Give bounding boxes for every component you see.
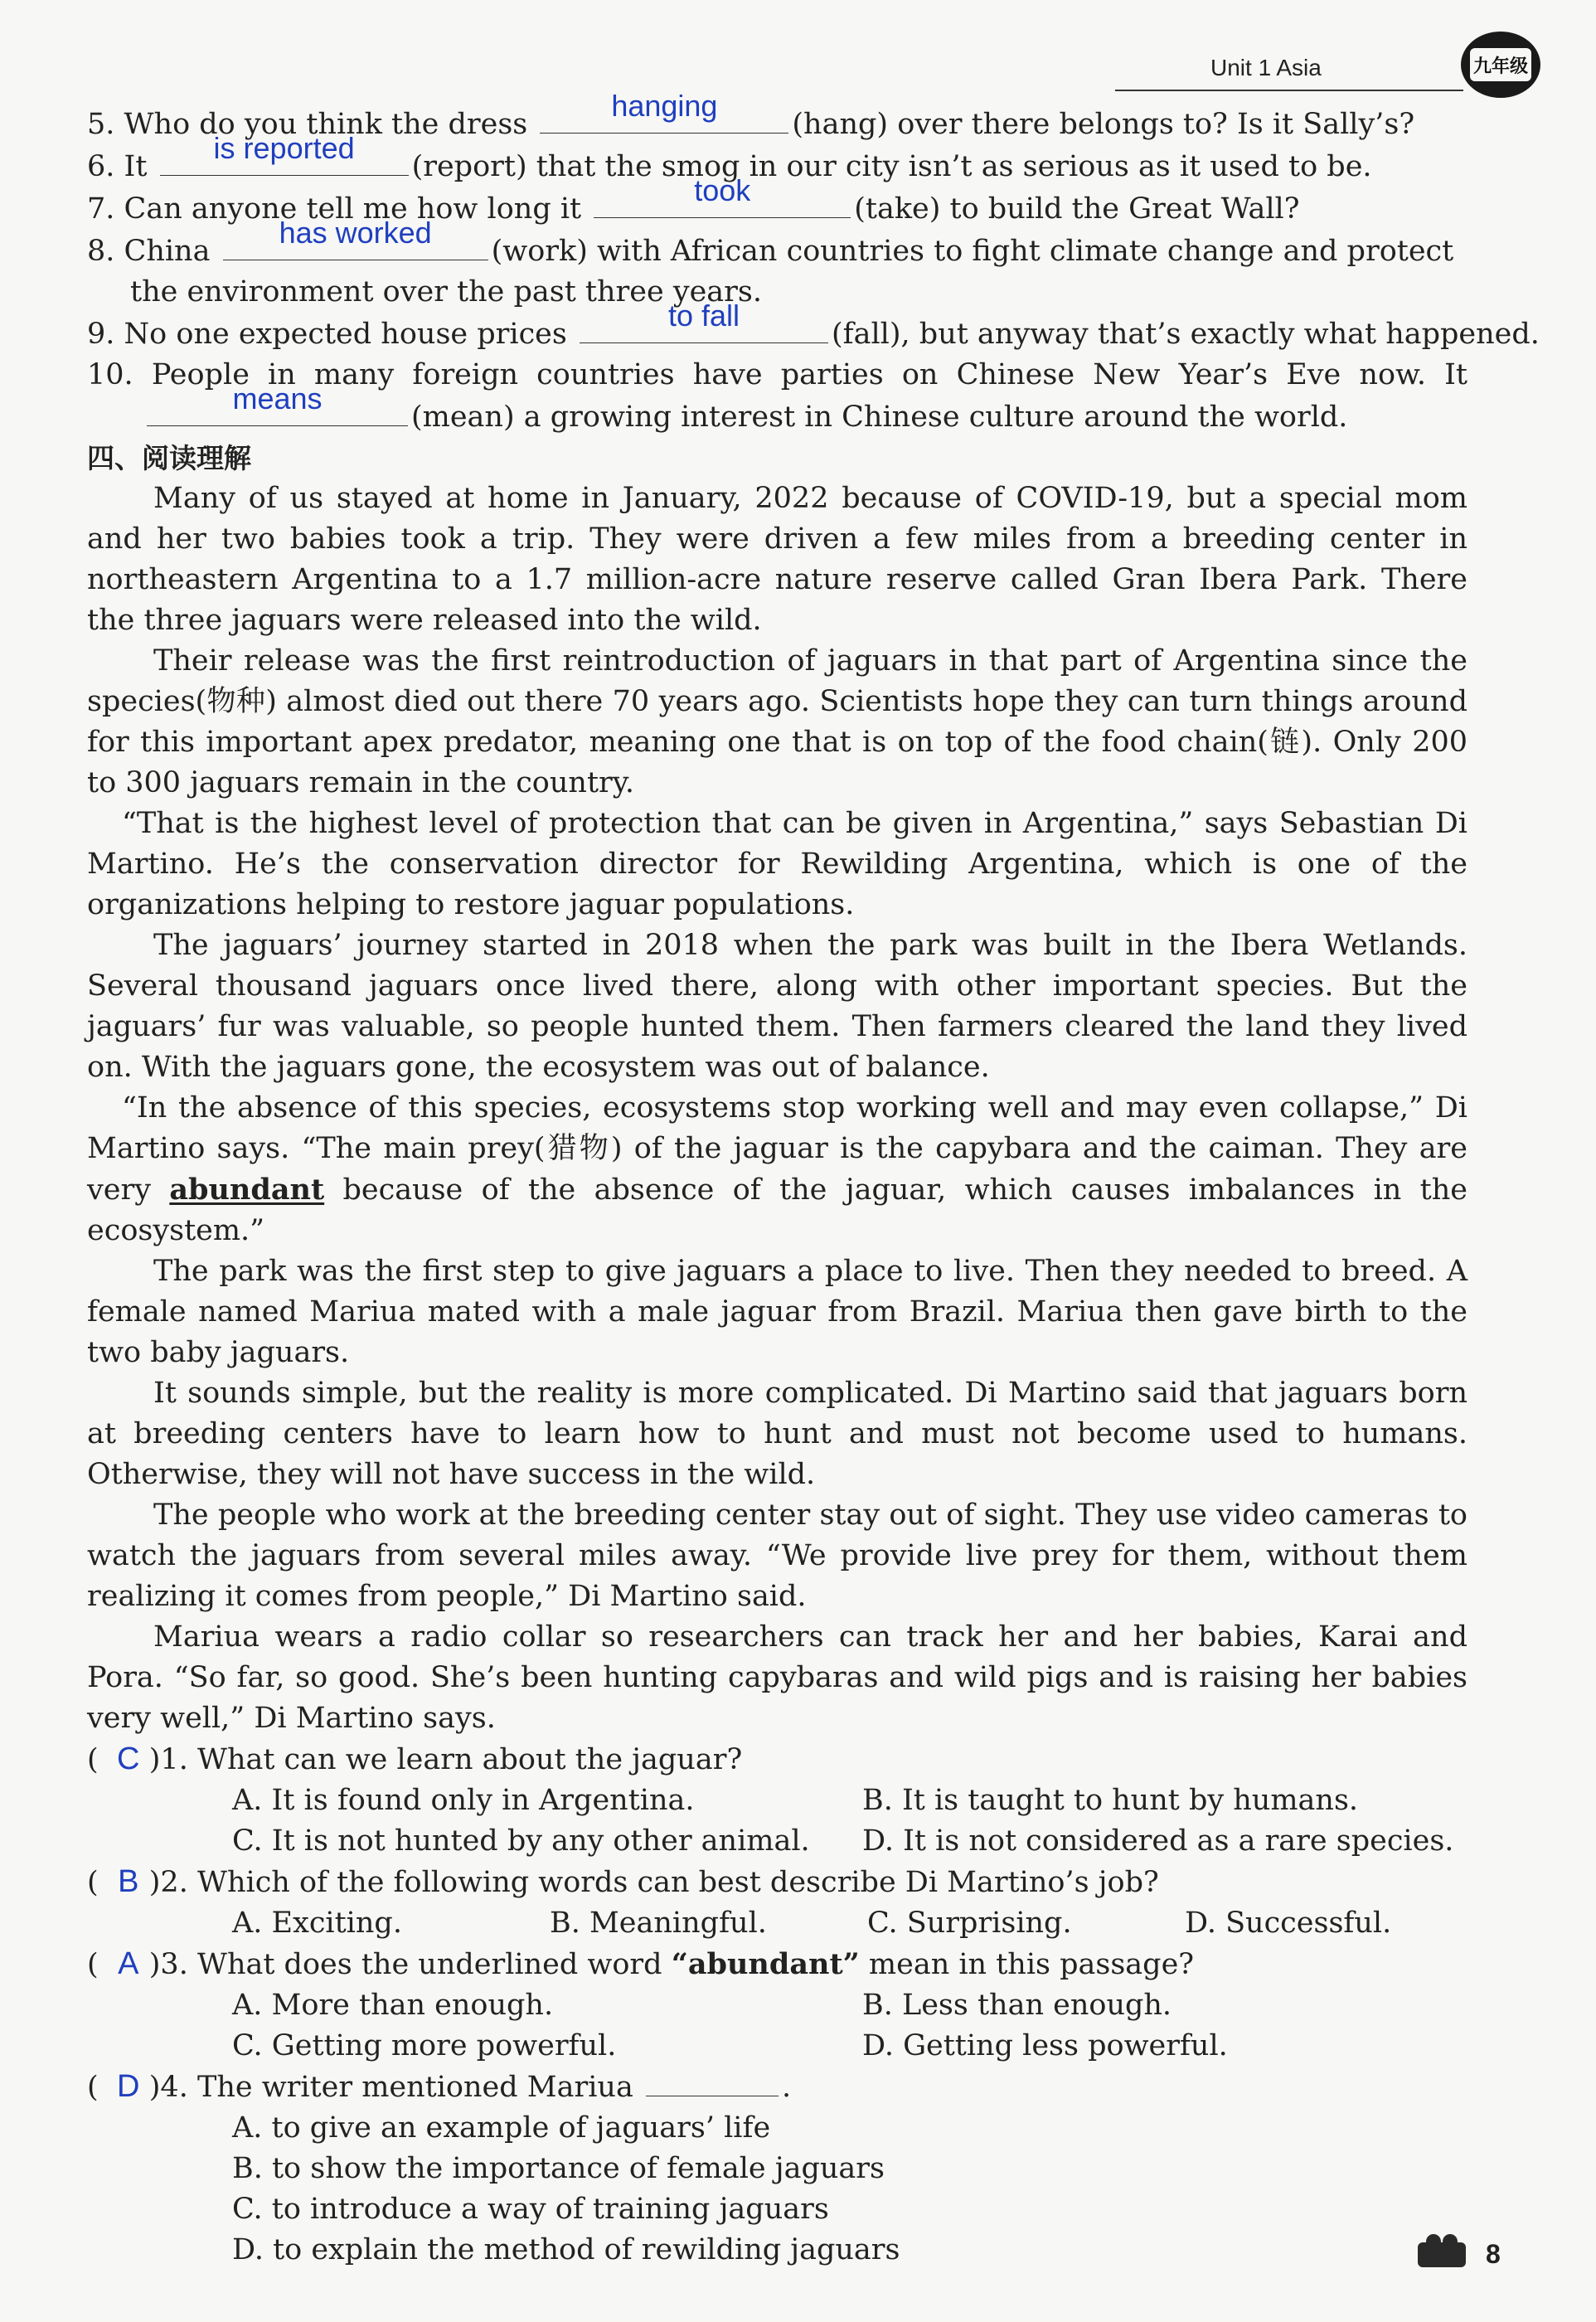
item-number: 9. xyxy=(87,318,115,351)
passage-text: “In the absence of this species, ecosystems stop working well and may even collapse,” Di Martino says. “The main prey(猎物) of the jaguar is the capybara and the caiman. They are very xyxy=(87,1091,1467,1207)
unit-title: Unit 1 Asia xyxy=(1210,55,1322,80)
passage-paragraph: Many of us stayed at home in January, 2022 because of COVID-19, but a special mom and her two babies took a trip. They were driven a few miles from a breeding center in northeastern Argentina to a 1.7 million-acre nature reserve called Gran Ibera Park. There the three jaguars were released into the wild. xyxy=(87,482,1467,637)
item-text: No one expected house prices xyxy=(124,318,567,351)
option-a[interactable]: A. It is found only in Argentina. xyxy=(232,1784,695,1817)
option-a[interactable]: A. Exciting. xyxy=(232,1907,402,1940)
question-keyword: “abundant” xyxy=(671,1947,860,1981)
reading-passage xyxy=(87,478,1467,1739)
item-text: (report) that the smog in our city isn’t as serious as it used to be. xyxy=(411,150,1372,183)
item-text: Who do you think the dress xyxy=(124,108,528,141)
item-number: 5. xyxy=(87,108,115,141)
option-b[interactable]: B. Less than enough. xyxy=(862,1989,1172,2022)
handwritten-answer: has worked xyxy=(279,216,432,250)
passage-paragraph: It sounds simple, but the reality is more complicated. Di Martino said that jaguars born at breeding centers have to learn how to hunt and must not become used to humans. Otherwise, they will not have success in the wild. xyxy=(87,1377,1467,1491)
question-text: What does the underlined word xyxy=(196,1948,662,1981)
question-text: The writer mentioned Mariua xyxy=(196,2071,633,2104)
fill-item-9 xyxy=(87,299,1540,355)
paren-open: ( xyxy=(87,2071,108,2104)
item-text: Can anyone tell me how long it xyxy=(124,192,582,226)
option-c[interactable]: C. to introduce a way of training jaguars xyxy=(232,2193,829,2226)
option-a[interactable]: A. More than enough. xyxy=(232,1989,554,2022)
answer-blank[interactable] xyxy=(223,216,488,260)
option-b[interactable]: B. It is taught to hunt by humans. xyxy=(862,1784,1359,1817)
options-row xyxy=(87,1903,1467,1944)
period: . xyxy=(781,2071,792,2104)
underlined-word: abundant xyxy=(169,1173,325,1207)
options-row xyxy=(87,1780,1467,1821)
question-text: mean in this passage? xyxy=(868,1948,1195,1981)
option-d[interactable]: D. It is not considered as a rare species. xyxy=(862,1824,1454,1858)
handwritten-answer: hanging xyxy=(611,89,718,123)
answer-choice[interactable]: B xyxy=(118,1864,139,1899)
grade-badge-label: 九年级 xyxy=(1470,48,1531,81)
passage-paragraph: Their release was the first reintroduction of jaguars in that part of Argentina since the species(物种) almost died out there 70 years ago. Scientists hope they can turn things around for this important apex predator, meaning one that is on top of the food chain(链). Only 200 to 300 jaguars remain in the country. xyxy=(87,644,1467,799)
question-1 xyxy=(87,1739,1467,1780)
item-text: (mean) a growing interest in Chinese culture around the world. xyxy=(411,401,1348,434)
answer-blank[interactable] xyxy=(594,173,851,218)
option-d[interactable]: D. Successful. xyxy=(1185,1907,1392,1940)
passage-paragraph: The people who work at the breeding center stay out of sight. They use video cameras to watch the jaguars from several miles away. “We provide live prey for them, without them realizing it comes from people,” Di Martino said. xyxy=(87,1499,1467,1613)
grade-badge-icon xyxy=(1461,32,1540,98)
question-3 xyxy=(87,1944,1467,1985)
item-number: 6. xyxy=(87,150,115,183)
answer-choice[interactable]: D xyxy=(117,2069,140,2104)
option-a[interactable]: A. to give an example of jaguars’ life xyxy=(232,2111,771,2145)
options-row xyxy=(87,2026,1467,2067)
item-text: (take) to build the Great Wall? xyxy=(854,192,1300,226)
handwritten-answer: took xyxy=(694,173,751,207)
answer-blank[interactable] xyxy=(580,299,828,343)
question-number: )2. xyxy=(148,1866,188,1899)
paren-open: ( xyxy=(87,1866,108,1899)
passage-paragraph: The jaguars’ journey started in 2018 when the park was built in the Ibera Wetlands. Several thousand jaguars once lived there, along with other important species. But the jaguars’ fur was valuable, so people hunted them. Then farmers cleared the land they lived on. With the jaguars gone, the ecosystem was out of balance. xyxy=(87,929,1467,1084)
item-text: It xyxy=(124,150,148,183)
paren-open: ( xyxy=(87,1948,108,1981)
item-text: People in many foreign countries have parties on Chinese New Year’s Eve now. It xyxy=(151,358,1467,391)
question-blank[interactable] xyxy=(646,2067,779,2096)
passage-text: because of the absence of the jaguar, which causes imbalances in the ecosystem.” xyxy=(87,1173,1467,1247)
item-number: 8. xyxy=(87,235,115,268)
camera-icon xyxy=(1418,2242,1466,2267)
page-footer xyxy=(1418,2239,1517,2272)
fill-item-10-cont xyxy=(87,381,1467,438)
answer-blank[interactable] xyxy=(147,381,408,426)
answer-blank[interactable] xyxy=(540,89,788,134)
question-text: What can we learn about the jaguar? xyxy=(196,1743,743,1776)
option-c[interactable]: C. It is not hunted by any other animal. xyxy=(232,1824,810,1858)
item-number: 10. xyxy=(87,358,133,391)
handwritten-answer: to fall xyxy=(667,299,740,333)
item-number: 7. xyxy=(87,192,115,226)
question-4 xyxy=(87,2067,1467,2108)
handwritten-answer: is reported xyxy=(213,131,355,165)
question-2 xyxy=(87,1862,1467,1903)
item-text: (work) with African countries to fight climate change and protect xyxy=(491,235,1454,268)
question-number: )1. xyxy=(148,1743,188,1776)
paren-open: ( xyxy=(87,1743,108,1776)
handwritten-answer: means xyxy=(232,381,323,415)
answer-choice[interactable]: C xyxy=(117,1742,140,1776)
passage-paragraph: “That is the highest level of protection that can be given in Argentina,” says Sebastian Di Martino. He’s the conservation director for Rewilding Argentina, which is one of the organizations helping to restore jaguar populations. xyxy=(87,807,1467,921)
option-c[interactable]: C. Getting more powerful. xyxy=(232,2029,617,2062)
page-number: 8 xyxy=(1486,2239,1501,2269)
options-row xyxy=(87,1821,1467,1862)
passage-paragraph: The park was the first step to give jaguars a place to live. Then they needed to breed. A female named Mariua mated with a male jaguar from Brazil. Mariua then gave birth to the two baby jaguars. xyxy=(87,1255,1467,1369)
answer-blank[interactable] xyxy=(160,131,409,176)
option-c[interactable]: C. Surprising. xyxy=(867,1907,1072,1940)
page-content xyxy=(87,89,1540,2271)
item-text: China xyxy=(124,235,211,268)
question-number: )3. xyxy=(148,1948,188,1981)
option-b[interactable]: B. Meaningful. xyxy=(550,1907,767,1940)
question-number: )4. xyxy=(148,2071,188,2104)
item-text: (fall), but anyway that’s exactly what happened. xyxy=(832,318,1540,351)
passage-paragraph: Mariua wears a radio collar so researchers can track her and her babies, Karai and Pora. “So far, so good. She’s been hunting capybaras and wild pigs and is raising her babies very well,” Di Martino says. xyxy=(87,1620,1467,1735)
option-b[interactable]: B. to show the importance of female jaguars xyxy=(232,2152,885,2185)
section-title: 四、阅读理解 xyxy=(87,442,251,474)
fill-item-8-cont: the environment over the past three years. xyxy=(130,275,762,308)
options-row xyxy=(87,1985,1467,2026)
option-d[interactable]: D. to explain the method of rewilding jaguars xyxy=(232,2233,900,2266)
question-text: Which of the following words can best describe Di Martino’s job? xyxy=(196,1866,1159,1899)
item-text: (hang) over there belongs to? Is it Sally’s? xyxy=(792,108,1415,141)
option-d[interactable]: D. Getting less powerful. xyxy=(862,2029,1228,2062)
page-header xyxy=(1115,48,1463,91)
fill-item-8 xyxy=(87,216,1467,272)
passage-paragraph xyxy=(87,1088,1467,1251)
answer-choice[interactable]: A xyxy=(118,1946,139,1981)
